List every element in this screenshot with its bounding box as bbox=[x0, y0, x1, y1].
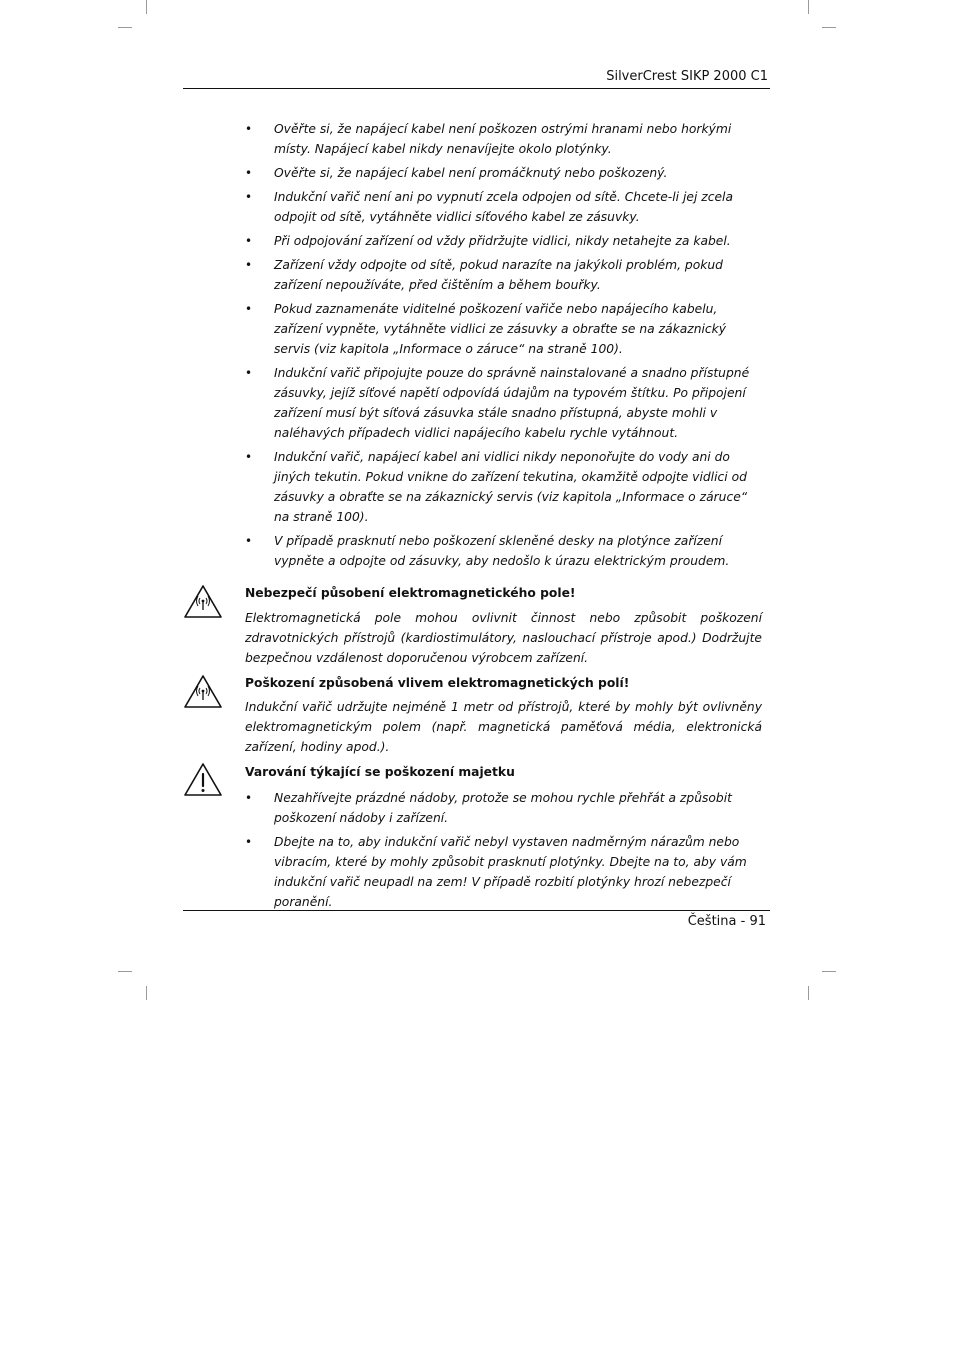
list-item: • Ověřte si, že napájecí kabel není promáčknutý nebo poškozený. bbox=[245, 163, 765, 183]
crop-mark bbox=[118, 27, 132, 28]
list-item: • Pokud zaznamenáte viditelné poškození vařiče nebo napájecího kabelu, zařízení vypněte, vytáhněte vidlici ze zásuvky a obraťte se na zákaznický servis (viz kapitola „Informace o záruce“ na straně 100). bbox=[245, 299, 765, 359]
electromagnetic-warning-icon bbox=[183, 674, 223, 710]
crop-mark bbox=[808, 986, 809, 1000]
crop-mark bbox=[146, 0, 147, 14]
warning-title: Poškození způsobená vlivem elektromagnetických polí! bbox=[245, 676, 630, 690]
crop-mark bbox=[808, 0, 809, 14]
bullet-icon: • bbox=[245, 450, 253, 464]
list-item: • Při odpojování zařízení od vždy přidržujte vidlici, nikdy netahejte za kabel. bbox=[245, 231, 765, 251]
bullet-icon: • bbox=[245, 534, 253, 548]
warning-text: Elektromagnetická pole mohou ovlivnit činnost nebo způsobit poškození zdravotnických přístrojů (kardiostimulátory, naslouchací přístroje apod.) Dodržujte bezpečnou vzdálenost doporučenou výrobcem zařízení. bbox=[245, 611, 762, 665]
bullet-icon: • bbox=[245, 366, 253, 380]
list-item: • Indukční vařič není ani po vypnutí zcela odpojen od sítě. Chcete-li jej zcela odpojit od sítě, vytáhněte vidlici síťového kabel ze zásuvky. bbox=[245, 187, 765, 227]
warning-electromagnetic-damage bbox=[183, 674, 770, 758]
bullet-icon: • bbox=[245, 302, 253, 316]
warning-title: Varování týkající se poškození majetku bbox=[245, 765, 515, 779]
crop-mark bbox=[822, 971, 836, 972]
list-item: • Dbejte na to, aby indukční vařič nebyl vystaven nadměrným nárazům nebo vibracím, které by mohly způsobit prasknutí plotýnky. Dbejte na to, aby vám indukční vařič neupadl na zem! V případě rozbití plotýnky hrozí nebezpečí poranění. bbox=[245, 832, 765, 912]
safety-bullet-list bbox=[245, 119, 765, 575]
list-item: • V případě prasknutí nebo poškození skleněné desky na plotýnce zařízení vypněte a odpojte od zásuvky, aby nedošlo k úrazu elektrickým proudem. bbox=[245, 531, 765, 571]
bullet-icon: • bbox=[245, 835, 253, 849]
list-item: • Ověřte si, že napájecí kabel není poškozen ostrými hranami nebo horkými místy. Napájecí kabel nikdy nenavíjejte okolo plotýnky. bbox=[245, 119, 765, 159]
warning-text: Indukční vařič udržujte nejméně 1 metr od přístrojů, které by mohly být ovlivněny elektromagnetickým polem (např. magnetická paměťová média, elektronická zařízení, hodiny apod.). bbox=[245, 700, 762, 754]
bullet-icon: • bbox=[245, 166, 253, 180]
page-header-title: SilverCrest SIKP 2000 C1 bbox=[606, 69, 768, 84]
exclamation-warning-icon bbox=[183, 762, 223, 798]
crop-mark bbox=[118, 971, 132, 972]
crop-mark bbox=[146, 986, 147, 1000]
bullet-icon: • bbox=[245, 258, 253, 272]
header-rule bbox=[183, 88, 770, 89]
footer-rule bbox=[183, 910, 770, 911]
bullet-icon: • bbox=[245, 122, 253, 136]
list-item: • Indukční vařič, napájecí kabel ani vidlici nikdy neponořujte do vody ani do jiných tekutin. Pokud vnikne do zařízení tekutina, okamžitě odpojte vidlici od zásuvky a obraťte se na zákaznický servis (viz kapitola „Informace o záruce“ na straně 100). bbox=[245, 447, 765, 527]
page-number: Čeština - 91 bbox=[687, 914, 766, 929]
bullet-icon: • bbox=[245, 791, 253, 805]
bullet-icon: • bbox=[245, 190, 253, 204]
bullet-icon: • bbox=[245, 234, 253, 248]
warning-property-damage bbox=[183, 762, 770, 909]
warning-title: Nebezpečí působení elektromagnetického pole! bbox=[245, 586, 576, 600]
list-item: • Indukční vařič připojujte pouze do správně nainstalované a snadno přístupné zásuvky, jejíž síťové napětí odpovídá údajům na typovém štítku. Po připojení zařízení musí být síťová zásuvka stále snadno přístupná, abyste mohli v naléhavých případech vidlici napájecího kabelu rychle vytáhnout. bbox=[245, 363, 765, 443]
list-item: • Zařízení vždy odpojte od sítě, pokud narazíte na jakýkoli problém, pokud zařízení nepoužíváte, před čištěním a během bouřky. bbox=[245, 255, 765, 295]
electromagnetic-warning-icon bbox=[183, 584, 223, 620]
crop-mark bbox=[822, 27, 836, 28]
property-bullet-list bbox=[245, 788, 765, 916]
list-item: • Nezahřívejte prázdné nádoby, protože se mohou rychle přehřát a způsobit poškození nádoby i zařízení. bbox=[245, 788, 765, 828]
warning-electromagnetic-field bbox=[183, 584, 770, 668]
